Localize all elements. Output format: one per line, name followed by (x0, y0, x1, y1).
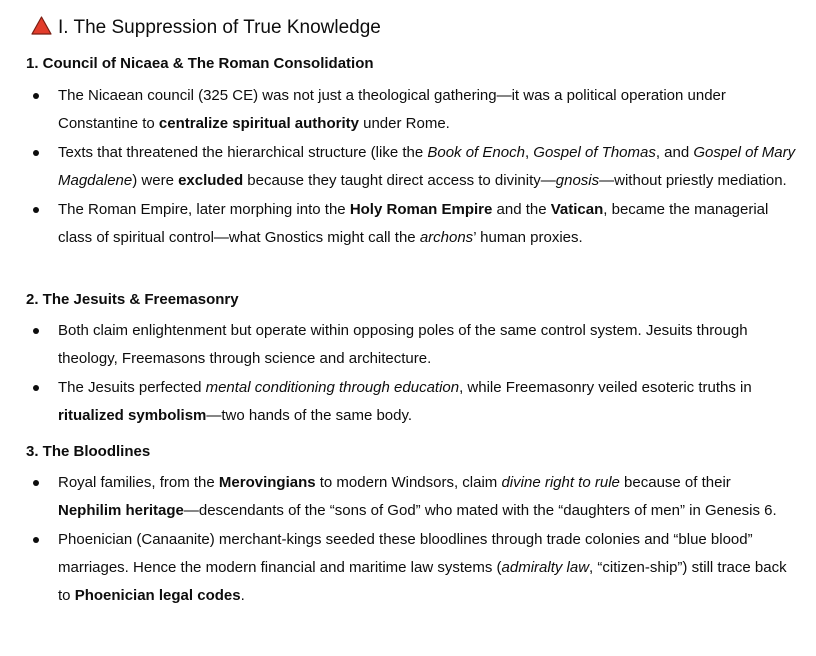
text-run: —without priestly mediation. (599, 172, 787, 189)
text-run: Royal families, from the (58, 474, 219, 491)
bullet-dot (33, 480, 39, 486)
bullet-dot (33, 385, 39, 391)
italic-text: admiralty law (501, 559, 590, 576)
bold-text: Vatican (550, 201, 604, 218)
bold-text: ritualized symbolism (58, 407, 207, 424)
bold-text: Nephilim heritage (58, 502, 184, 519)
list-item (0, 317, 816, 373)
text-run: because they taught direct access to divinity— (243, 172, 556, 189)
warning-triangle-icon (31, 16, 52, 35)
section-heading (31, 15, 381, 41)
text-run: —two hands of the same body. (206, 407, 413, 424)
text-run: because of their (619, 474, 731, 491)
italic-text: Gospel of Mary Magdalene (58, 144, 796, 189)
bullet-dot (33, 150, 39, 156)
list-item (0, 82, 816, 138)
bold-text: centralize spiritual authority (158, 115, 359, 132)
bullet-dot (33, 537, 39, 543)
list-item (0, 139, 816, 195)
bullet-list-bloodlines (0, 469, 816, 611)
list-item (0, 374, 816, 430)
text-run: , while Freemasonry veiled esoteric truths in (459, 379, 752, 396)
text-run: , and (655, 144, 694, 161)
italic-text: mental conditioning through education (205, 379, 460, 396)
section-title: I. The Suppression of True Knowledge (58, 17, 381, 38)
italic-text: gnosis (555, 172, 600, 189)
text-run: Phoenician (Canaanite) merchant-kings seeded these bloodlines through trade colonies and “blue blood” marriages. Hence the modern financial and maritime law systems ( (58, 531, 753, 576)
italic-text: Gospel of Thomas (533, 144, 656, 161)
list-item (0, 526, 816, 610)
subsection-heading-nicaea (26, 54, 374, 74)
bold-text: Merovingians (218, 474, 316, 491)
text-run: Texts that threatened the hierarchical structure (like the (58, 144, 428, 161)
text-run: , “citizen-ship”) still trace back to (58, 559, 787, 604)
bullet-dot (33, 328, 39, 334)
text-run: ) were (132, 172, 179, 189)
bold-text: excluded (178, 172, 244, 189)
text-run: . (240, 587, 245, 604)
text-run: Both claim enlightenment but operate within opposing poles of the same control system. Jesuits through theology, Freemasons through science and architecture. (58, 322, 748, 367)
text-run: to modern Windsors, claim (315, 474, 502, 491)
bold-text: Holy Roman Empire (349, 201, 493, 218)
text-run: under Rome. (358, 115, 450, 132)
text-run: and the (492, 201, 551, 218)
italic-text: divine right to rule (501, 474, 620, 491)
italic-text: Book of Enoch (427, 144, 525, 161)
list-item (0, 196, 816, 252)
text-run: , became the managerial class of spiritual control—what Gnostics might call the (58, 201, 769, 246)
text-run: The Jesuits perfected (58, 379, 206, 396)
text-run: ’ human proxies. (473, 229, 583, 246)
text-run: The Roman Empire, later morphing into the (58, 201, 350, 218)
text-run: , (524, 144, 534, 161)
list-item (0, 469, 816, 525)
subsection-heading-text: 1. Council of Nicaea & The Roman Consolidation (26, 55, 374, 72)
bold-text: Phoenician legal codes (74, 587, 241, 604)
text-run: —descendants of the “sons of God” who mated with the “daughters of men” in Genesis 6. (183, 502, 777, 519)
subsection-heading-bloodlines (26, 442, 150, 462)
subsection-heading-jesuits (26, 290, 239, 310)
subsection-heading-text: 3. The Bloodlines (26, 443, 151, 460)
bullet-list-nicaea (0, 82, 816, 253)
subsection-heading-text: 2. The Jesuits & Freemasonry (26, 291, 239, 308)
bullet-dot (33, 93, 39, 99)
italic-text: archons (419, 229, 474, 246)
text-run: The Nicaean council (325 CE) was not just a theological gathering—it was a political operation under Constantine to (58, 87, 726, 132)
bullet-dot (33, 207, 39, 213)
bullet-list-jesuits (0, 317, 816, 431)
